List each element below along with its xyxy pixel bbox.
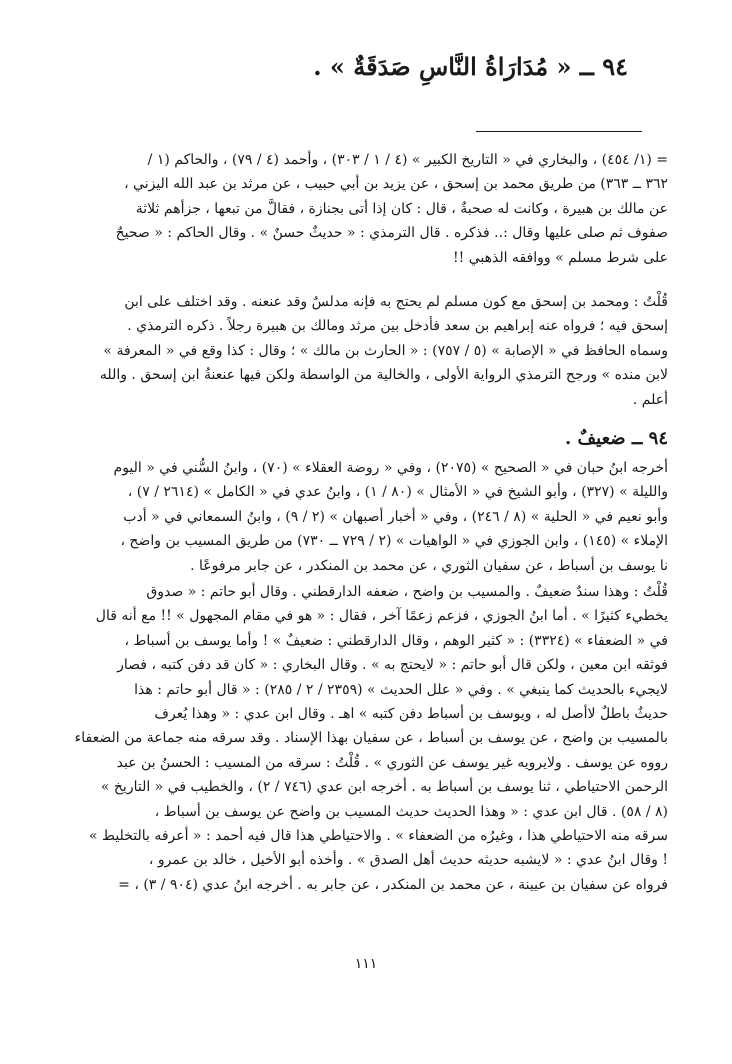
- text-line: فوثقه ابن معين ، ولكن قال أبو حاتم : « لايحتج به » . وقال البخاري : « كان قد دفن كتبه ، فصار: [117, 657, 668, 674]
- text-line: (٨ / ٥٨) . قال ابن عدي : « وهذا الحديث حديث المسيب بن واضح عن يوسف بن أسباط ،: [154, 803, 668, 820]
- commentary-paragraph: [66, 290, 668, 412]
- takhrij-paragraph: [66, 456, 668, 578]
- footnote-continuation: [66, 148, 668, 270]
- text-line: لابن منده » ورجح الترمذي الرواية الأولى ، والخالية من الواسطة ولكن فيها عنعنةُ ابن إسحق . والله: [99, 367, 668, 384]
- text-line: ! وقال ابنُ عدي : « لايشبه حديثه حديث أهل الصدق » . وأخذه أبو الأخيل ، خالد بن عمرو ،: [148, 852, 668, 869]
- text-line: عن مالك بن هبيرة ، وكانت له صحبةٌ ، قال : كان إذا أتى بجنازة ، فقالَّ من تبعها ، جزأهم ثلاثة: [135, 200, 668, 217]
- text-line: الإملاء » (١٤٥) ، وابن الجوزي في « الواهيات » (٢ / ٧٢٩ ــ ٧٣٠) من طريق المسيب بن واضح ،: [120, 533, 668, 550]
- grading-heading: ٩٤ ــ ضعيفٌ .: [565, 428, 668, 449]
- text-line: إسحق فيه ؛ فرواه عنه إبراهيم بن سعد فأدخل بين مرثد ومالك بن هبيرة رجلاً . ذكره الترمذي .: [127, 318, 668, 335]
- text-line: والليلة » (٣٢٧) ، وأبو الشيخ في « الأمثال » (٨٠ / ١) ، وابنُ عدي في « الكامل » (٢٦١٤ / ٧) ،: [127, 484, 668, 501]
- text-line: حديثٌ باطلٌ لاأصل له ، ويوسف بن أسباط دفن كتبه » اهـ . وقال ابن عدي : « وهذا يُعرف: [154, 706, 668, 723]
- text-line: فرواه عن سفيان بن عيينة ، عن محمد بن المنكدر ، عن جابر به . أخرجه ابنُ عدي (٩٠٤ / ٣) ، =: [118, 876, 668, 893]
- text-line: قُلْتُ : ومحمد بن إسحق مع كون مسلم لم يحتج به فإنه مدلسٌ وقد عنعنه . وقد اختلف على ابن: [124, 294, 668, 310]
- analysis-paragraph: [66, 580, 668, 897]
- text-line: وسماه الحافظ في « الإصابة » (٥ / ٧٥٧) : « الحارث بن مالك » ؛ وقال : كذا وقع في « المعرفة »: [103, 342, 668, 359]
- text-line: ٣٦٢ ــ ٣٦٣) من طريق محمد بن إسحق ، عن يزيد بن أبي حبيب ، عن مرثد بن عبد الله اليزني ،: [124, 176, 668, 193]
- page-number: ١١١: [354, 956, 378, 972]
- hadith-title: ٩٤ ــ « مُدَارَاةُ النَّاسِ صَدَقَةٌ » .: [313, 52, 628, 81]
- text-line: على شرط مسلم » ووافقه الذهبي !!: [453, 249, 668, 266]
- text-line: لايجيء بالحديث كما ينبغي » . وفي « علل الحديث » (٢٣٥٩ / ٢ / ٢٨٥) : « قال أبو حاتم : هذا: [134, 681, 668, 698]
- text-line: بالمسيب بن واضح ، عن يوسف بن أسباط ، عن سفيان بهذا الإسناد . وقد سرقه منه جماعة من الضعفاء: [74, 730, 668, 747]
- text-line: وأبو نعيم في « الحلية » (٨ / ٢٤٦) ، وفي « أخبار أصبهان » (٢ / ٩) ، وابنُ السمعاني في « أدب: [123, 508, 668, 525]
- text-line: الرحمن الاحتياطي ، ثنا يوسف بن أسباط به . أخرجه ابن عدي (٧٤٦ / ٢) ، والخطيب في « التاريخ »: [100, 779, 668, 796]
- text-line: سرقه منه الاحتياطي هذا ، وغيرُه من الضعفاء » . والاحتياطي هذا قال فيه أحمد : « أعرفه بالتخليط »: [89, 828, 668, 845]
- text-line: في « الضعفاء » (٣٣٢٤) : « كثير الوهم ، وقال الدارقطني : ضعيفٌ » ! وأما يوسف بن أسباط ،: [124, 632, 668, 649]
- text-line: قُلْتُ : وهذا سندٌ ضعيفٌ . والمسيب بن واضح ، ضعفه الدارقطني . وقال أبو حاتم : « صدوق: [146, 584, 668, 600]
- text-line: أخرجه ابنُ حبان في « الصحيح » (٢٠٧٥) ، وفي « روضة العقلاء » (٧٠) ، وابنُ السُّني في « اليوم: [113, 460, 668, 476]
- text-line: نا يوسف بن أسباط ، عن سفيان الثوري ، عن محمد بن المنكدر ، عن جابر مرفوعًا .: [190, 557, 668, 574]
- text-line: صفوف ثم صلى عليها وقال :.. فذكره . قال الترمذي : « حديثٌ حسنٌ » . وقال الحاكم : « صحيحٌ: [115, 225, 668, 242]
- footnote-separator-rule: [476, 131, 642, 132]
- text-line: = (١/ ٤٥٤) ، والبخاري في « التاريخ الكبير » (٤ / ١ / ٣٠٣) ، وأحمد (٤ / ٧٩) ، والحاكم (١ /: [147, 152, 668, 168]
- text-line: رووه عن يوسف . ولايرويه غير يوسف عن الثوري » . قُلْتُ : سرقه من المسيب : الحسنُ بن عبد: [116, 754, 668, 771]
- text-line: يخطيء كثيرًا » . أما ابنُ الجوزي ، فزعم زعمًا آخر ، فقال : « هو في مقام المجهول » !! مع أنه قال: [95, 608, 668, 625]
- text-line: أعلم .: [632, 391, 668, 408]
